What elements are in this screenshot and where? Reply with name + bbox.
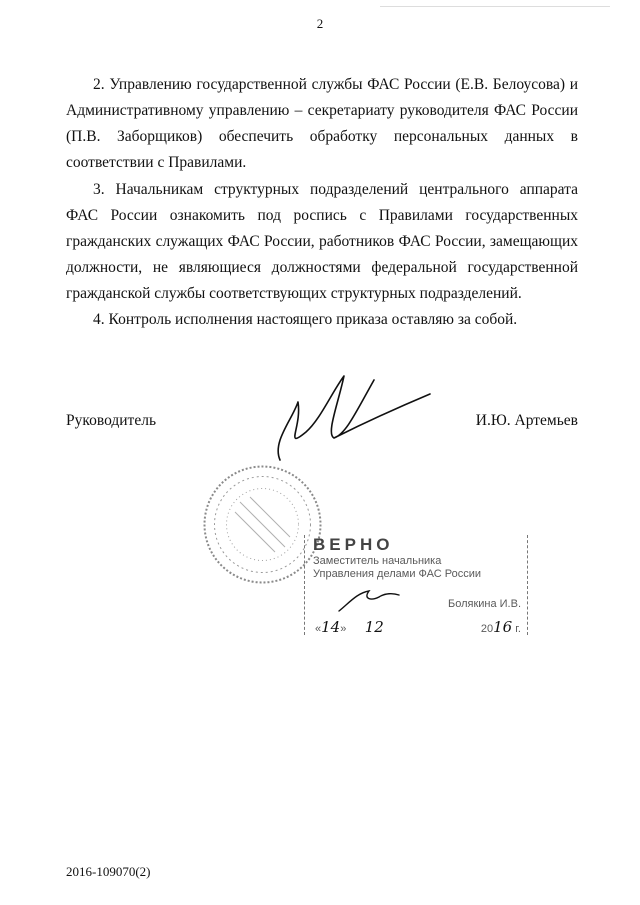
stamp-signature	[335, 585, 405, 615]
paragraph-2: 2. Управлению государственной службы ФАС России (Е.В. Белоусова) и Административному управлению – секретариату руководителя ФАС России (П.В. Заборщиков) обеспечить обработку персональных данных в соответствии с Правилами.	[66, 76, 578, 171]
stamp-year-printed: 20	[480, 623, 494, 635]
certification-stamp	[304, 535, 528, 635]
stamp-year	[481, 618, 521, 636]
stamp-title: ВЕРНО	[313, 535, 394, 554]
handwritten-signature	[262, 372, 432, 467]
signatory-name: И.Ю. Артемьев	[475, 412, 578, 429]
paragraph-3: 3. Начальникам структурных подразделений центрального аппарата ФАС России ознакомить под роспись с Правилами государственных гражданских служащих ФАС России, работников ФАС России, замещающих должности, не являющиеся должностями федеральной государственной гражданской службы соответствующих структурных подразделений.	[66, 181, 578, 302]
scan-edge-line	[380, 6, 610, 7]
stamp-year-suffix: г.	[515, 623, 521, 635]
stamp-date: «14» 12	[315, 618, 384, 636]
stamp-year-handwritten: 16	[493, 618, 513, 636]
stamp-position-line2: Управления делами ФАС России	[313, 568, 481, 580]
stamp-date-month: 12	[364, 618, 384, 636]
signatory-position: Руководитель	[66, 412, 157, 429]
stamp-position-line1: Заместитель начальника	[313, 555, 442, 567]
stamp-signer-name: Болякина И.В.	[447, 598, 521, 610]
document-number: 2016-109070(2)	[66, 864, 151, 879]
stamp-date-day: 14	[321, 618, 341, 636]
page-number: 2	[316, 16, 324, 31]
paragraph-4: 4. Контроль исполнения настоящего приказа оставляю за собой.	[93, 311, 518, 328]
